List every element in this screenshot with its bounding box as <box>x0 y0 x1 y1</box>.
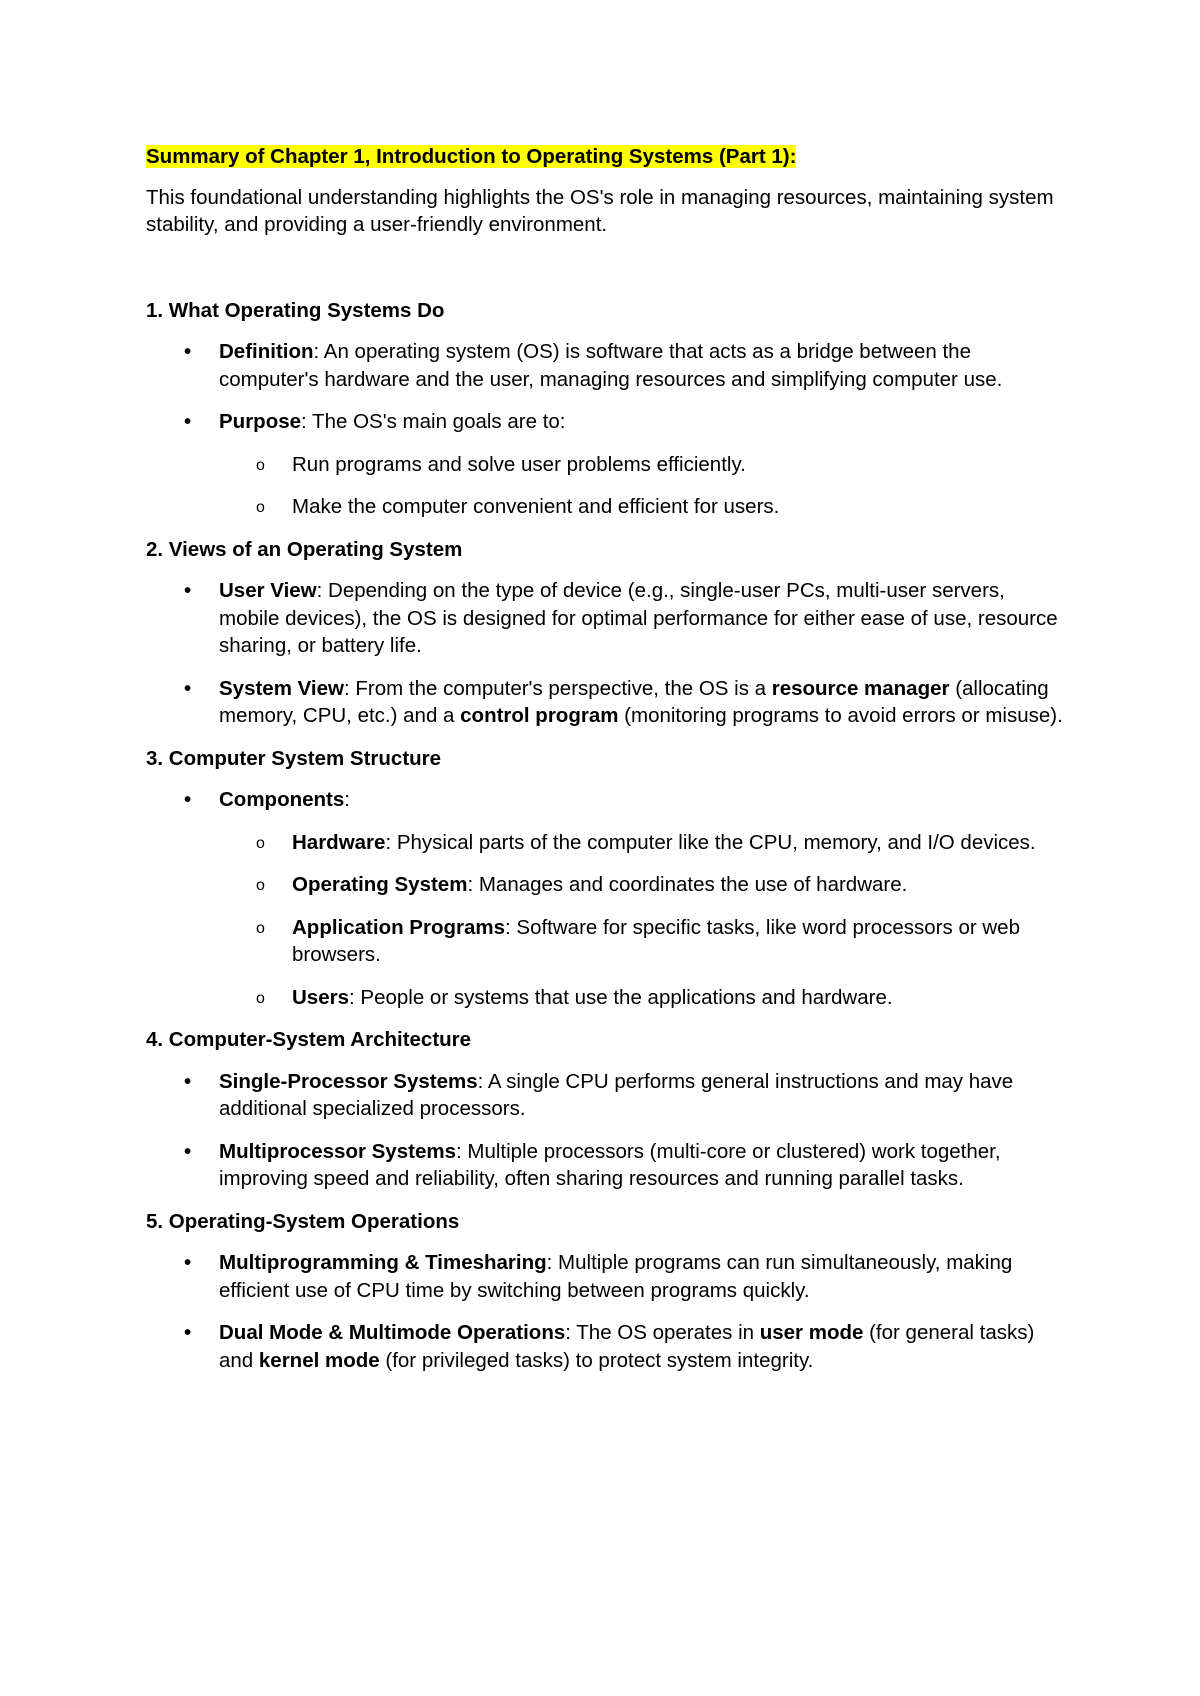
item-text: : From the computer's perspective, the OS is a <box>343 676 772 700</box>
bullet-icon: • <box>184 1321 192 1344</box>
item-text: Run programs and solve user problems efficiently. <box>292 452 746 476</box>
bold-term: user mode <box>759 1321 864 1344</box>
item-label: Operating System <box>292 873 468 896</box>
bullet-icon: • <box>184 1069 192 1093</box>
bullet-icon: • <box>184 676 192 700</box>
circle-bullet-icon: o <box>256 834 265 852</box>
item-text: : Physical parts of the computer like the CPU, memory, and I/O devices. <box>385 830 1036 854</box>
bold-term: resource manager <box>771 676 950 700</box>
bullet-icon: • <box>184 410 192 433</box>
section-4 <box>146 1026 1066 1193</box>
item-label: Multiprocessor Systems <box>219 1139 456 1163</box>
item-label: User View <box>219 579 317 602</box>
section-heading: 2. Views of an Operating System <box>146 537 463 561</box>
item-text: (allocating memory, CPU, etc.) and a <box>219 676 1049 727</box>
section-heading: 4. Computer-System Architecture <box>146 1028 472 1051</box>
sub-list-item <box>219 829 1066 857</box>
item-text: : Manages and coordinates the use of hardware. <box>467 873 908 896</box>
section-2 <box>146 536 1066 730</box>
section-heading: 3. Computer System Structure <box>146 746 442 770</box>
item-text: : Software for specific tasks, like word processors or web browsers. <box>292 915 1020 966</box>
circle-bullet-icon: o <box>256 499 265 516</box>
intro-paragraph: This foundational understanding highlights the OS's role in managing resources, maintaining system stability, and providing a user-friendly environment. <box>146 185 1054 236</box>
list-item <box>146 408 1066 521</box>
item-text: (monitoring programs to avoid errors or misuse). <box>618 704 1063 727</box>
item-label: Single-Processor Systems <box>219 1069 478 1093</box>
item-text: : Multiple processors (multi-core or clustered) work together, improving speed and reliability, often sharing resources and running parallel tasks. <box>219 1139 1001 1190</box>
bold-term: control program <box>460 704 619 727</box>
section-heading: 5. Operating-System Operations <box>146 1209 460 1233</box>
list-item <box>146 1138 1066 1193</box>
item-text: Make the computer convenient and efficient for users. <box>292 495 780 518</box>
item-text: : An operating system (OS) is software that acts as a bridge between the computer's hardware and the user, managing resources and simplifying computer use. <box>219 340 1003 391</box>
list-item <box>146 577 1066 660</box>
list-item <box>146 786 1066 1011</box>
item-text: : Multiple programs can run simultaneously, making efficient use of CPU time by switching between programs quickly. <box>219 1251 1013 1302</box>
item-label: Definition <box>219 340 314 363</box>
bullet-icon: • <box>184 340 192 363</box>
list-item <box>146 338 1066 393</box>
sub-list-item <box>219 493 1066 521</box>
section-1 <box>146 297 1066 521</box>
title-block <box>146 143 1066 171</box>
sub-list-item <box>219 871 1066 899</box>
item-label: Application Programs <box>292 915 506 939</box>
item-text: (for general tasks) and <box>219 1321 1035 1372</box>
list-item <box>146 675 1066 730</box>
item-label: Users <box>292 985 349 1009</box>
bold-term: kernel mode <box>258 1348 380 1372</box>
document-content <box>146 143 1066 1389</box>
item-text: (for privileged tasks) to protect system integrity. <box>379 1348 814 1372</box>
bullet-icon: • <box>184 788 192 811</box>
section-3 <box>146 745 1066 1012</box>
bullet-icon: • <box>184 579 192 602</box>
document-title: Summary of Chapter 1, Introduction to Operating Systems (Part 1): <box>146 145 797 168</box>
circle-bullet-icon: o <box>256 877 265 894</box>
item-label: Dual Mode & Multimode Operations <box>219 1321 566 1344</box>
item-text: : Depending on the type of device (e.g., single-user PCs, multi-user servers, mobile devices), the OS is designed for optimal performance for either ease of use, resource sharing, or battery life. <box>219 579 1058 657</box>
sub-list-item <box>219 451 1066 479</box>
list-item <box>146 1068 1066 1123</box>
circle-bullet-icon: o <box>256 989 265 1007</box>
bullet-icon: • <box>184 1251 192 1274</box>
item-text: : People or systems that use the applications and hardware. <box>349 985 893 1009</box>
list-item <box>146 1319 1066 1374</box>
section-5 <box>146 1208 1066 1375</box>
bullet-icon: • <box>184 1139 192 1163</box>
circle-bullet-icon: o <box>256 919 265 937</box>
list-item <box>146 1249 1066 1304</box>
circle-bullet-icon: o <box>256 456 265 474</box>
item-label: Purpose <box>219 410 302 433</box>
item-text: : The OS operates in <box>565 1321 760 1344</box>
item-label: Components <box>219 788 345 811</box>
item-text: : The OS's main goals are to: <box>301 410 566 433</box>
item-label: System View <box>219 676 344 700</box>
item-label: Hardware <box>292 830 386 854</box>
item-text: : <box>344 788 350 811</box>
item-text: : A single CPU performs general instructions and may have additional specialized processors. <box>219 1069 1014 1120</box>
sub-list-item <box>219 914 1066 969</box>
item-label: Multiprogramming & Timesharing <box>219 1251 547 1274</box>
section-heading: 1. What Operating Systems Do <box>146 298 445 322</box>
sub-list-item <box>219 984 1066 1012</box>
